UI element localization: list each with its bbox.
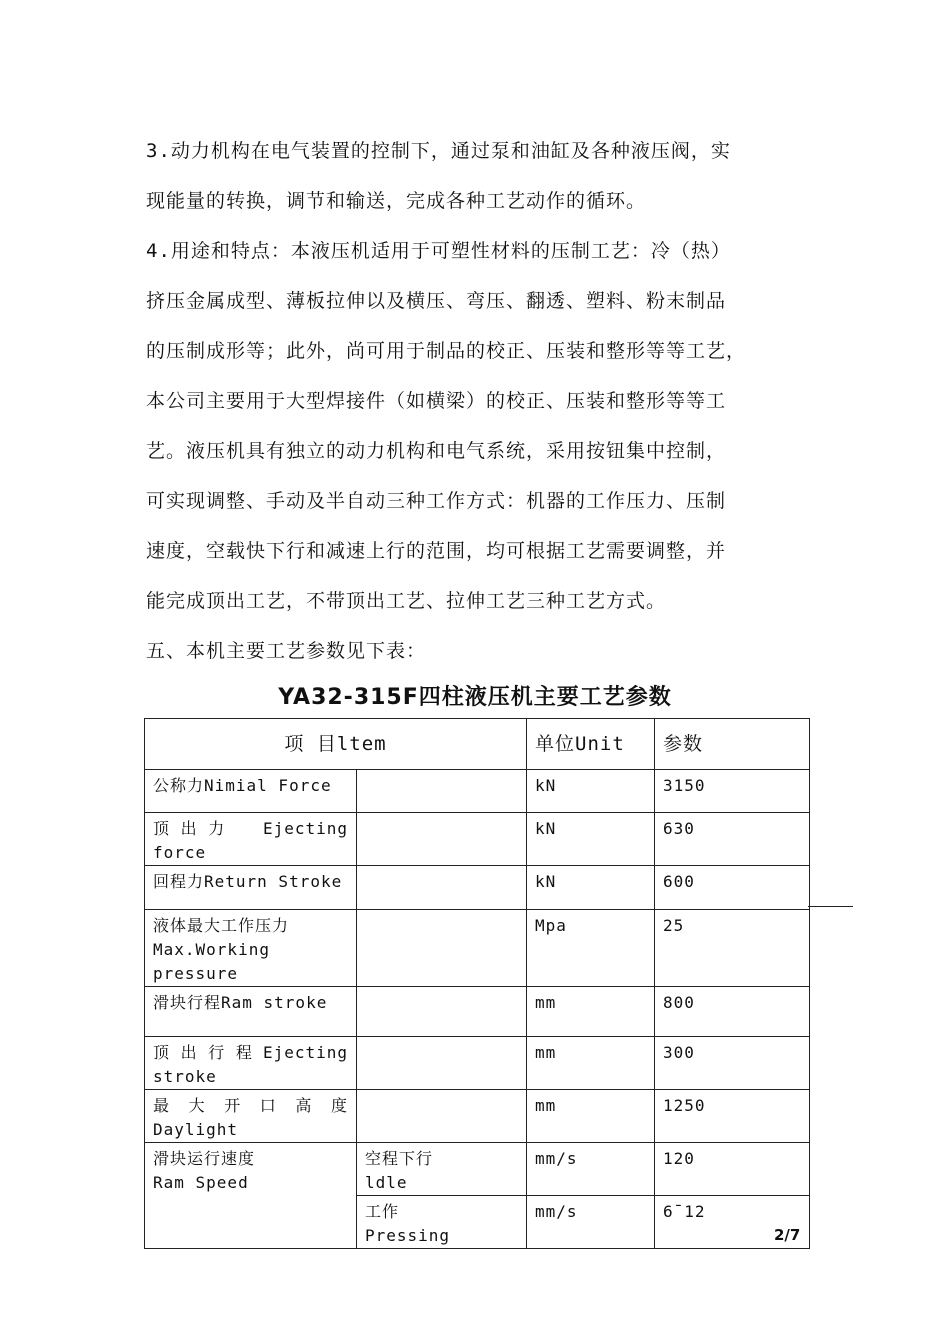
header-value: 参数 bbox=[655, 719, 810, 770]
table-row bbox=[145, 770, 810, 813]
paragraph-line-10: 能完成顶出工艺，不带顶出工艺、拉伸工艺三种工艺方式。 bbox=[146, 590, 667, 612]
value-cell: 25 bbox=[655, 910, 810, 987]
paragraph-line-4: 挤压金属成型、薄板拉伸以及横压、弯压、翻透、塑料、粉末制品 bbox=[146, 290, 727, 312]
paragraph-line-7: 艺。液压机具有独立的动力机构和电气系统，采用按钮集中控制， bbox=[146, 440, 727, 462]
sub-item-en: Pressing bbox=[365, 1226, 451, 1245]
sub-item-en: ldle bbox=[365, 1173, 408, 1192]
stray-rule-line bbox=[808, 906, 853, 907]
unit-cell: mm/s bbox=[527, 1143, 655, 1196]
paragraph-line-5: 的压制成形等；此外，尚可用于制品的校正、压装和整形等等工艺， bbox=[146, 340, 747, 362]
item-en-line2: Max.Working pressure bbox=[153, 940, 270, 983]
item-en-text: Ejecting bbox=[262, 819, 348, 838]
empty-cell bbox=[357, 866, 527, 910]
value-cell: 1250 bbox=[655, 1090, 810, 1143]
paragraph-line-1: 3.动力机构在电气装置的控制下，通过泵和油缸及各种液压阀，实 bbox=[146, 140, 731, 162]
unit-cell: mm/s bbox=[527, 1196, 655, 1249]
table-row bbox=[145, 1090, 810, 1143]
parameters-table bbox=[144, 718, 810, 1249]
unit-cell: mm bbox=[527, 1037, 655, 1090]
value-cell: 120 bbox=[655, 1143, 810, 1196]
table-row bbox=[145, 987, 810, 1037]
header-unit: 单位Unit bbox=[527, 719, 655, 770]
table-header-row bbox=[145, 719, 810, 770]
section-heading: 五、本机主要工艺参数见下表： bbox=[146, 640, 427, 662]
item-cn-text: 液体最大工作压力 bbox=[153, 916, 290, 935]
item-cell bbox=[145, 813, 357, 866]
item-cn-text: 顶 出 行 程 bbox=[153, 1043, 253, 1062]
table-row bbox=[145, 1037, 810, 1090]
item-cell bbox=[145, 910, 357, 987]
page-number: 2/7 bbox=[774, 1226, 801, 1244]
paragraph-line-2: 现能量的转换，调节和输送，完成各种工艺动作的循环。 bbox=[146, 190, 647, 212]
sub-item-cell bbox=[357, 1143, 527, 1196]
value-cell: 800 bbox=[655, 987, 810, 1037]
paragraph-line-8: 可实现调整、手动及半自动三种工作方式：机器的工作压力、压制 bbox=[146, 490, 727, 512]
value-cell: 6¯12 bbox=[655, 1196, 810, 1249]
value-cell: 3150 bbox=[655, 770, 810, 813]
item-cell: 回程力Return Stroke bbox=[145, 866, 357, 910]
paragraph-line-6: 本公司主要用于大型焊接件（如横梁）的校正、压装和整形等等工 bbox=[146, 390, 727, 412]
table-row bbox=[145, 910, 810, 987]
table-row bbox=[145, 866, 810, 910]
empty-cell bbox=[357, 1090, 527, 1143]
value-cell: 630 bbox=[655, 813, 810, 866]
sub-item-cell bbox=[357, 1196, 527, 1249]
unit-cell: Mpa bbox=[527, 910, 655, 987]
unit-cell: kN bbox=[527, 866, 655, 910]
table-row bbox=[145, 813, 810, 866]
empty-cell bbox=[357, 910, 527, 987]
item-cn-text: 顶 出 力 bbox=[153, 819, 226, 838]
unit-cell: mm bbox=[527, 987, 655, 1037]
paragraph-line-9: 速度，空载快下行和减速上行的范围，均可根据工艺需要调整，并 bbox=[146, 540, 727, 562]
paragraph-line-3: 4.用途和特点：本液压机适用于可塑性材料的压制工艺：冷（热） bbox=[146, 240, 731, 262]
item-en-text: Ejecting bbox=[262, 1043, 348, 1062]
item-en-line2: force bbox=[153, 843, 207, 862]
sub-item-cn: 工作 bbox=[365, 1202, 400, 1221]
item-en-line2: stroke bbox=[153, 1067, 217, 1086]
empty-cell bbox=[357, 813, 527, 866]
unit-cell: kN bbox=[527, 813, 655, 866]
empty-cell bbox=[357, 987, 527, 1037]
value-cell: 300 bbox=[655, 1037, 810, 1090]
item-cell bbox=[145, 1090, 357, 1143]
header-item: 项 目ltem bbox=[145, 719, 527, 770]
sub-item-cn: 空程下行 bbox=[365, 1149, 434, 1168]
unit-cell: kN bbox=[527, 770, 655, 813]
empty-cell bbox=[357, 1037, 527, 1090]
item-en-line2: Ram Speed bbox=[153, 1173, 249, 1192]
item-en-line2: Daylight bbox=[153, 1120, 239, 1139]
item-cell bbox=[145, 1037, 357, 1090]
table-title: YA32-315F四柱液压机主要工艺参数 bbox=[278, 685, 672, 710]
item-cn-text: 最 大 开 口 高 度 bbox=[153, 1096, 348, 1115]
value-cell: 600 bbox=[655, 866, 810, 910]
empty-cell bbox=[357, 770, 527, 813]
unit-cell: mm bbox=[527, 1090, 655, 1143]
item-cell: 公称力Nimial Force bbox=[145, 770, 357, 813]
item-cell: 滑块行程Ram stroke bbox=[145, 987, 357, 1037]
table-row bbox=[145, 1143, 810, 1196]
item-cell bbox=[145, 1143, 357, 1249]
item-cn-text: 滑块运行速度 bbox=[153, 1149, 256, 1168]
